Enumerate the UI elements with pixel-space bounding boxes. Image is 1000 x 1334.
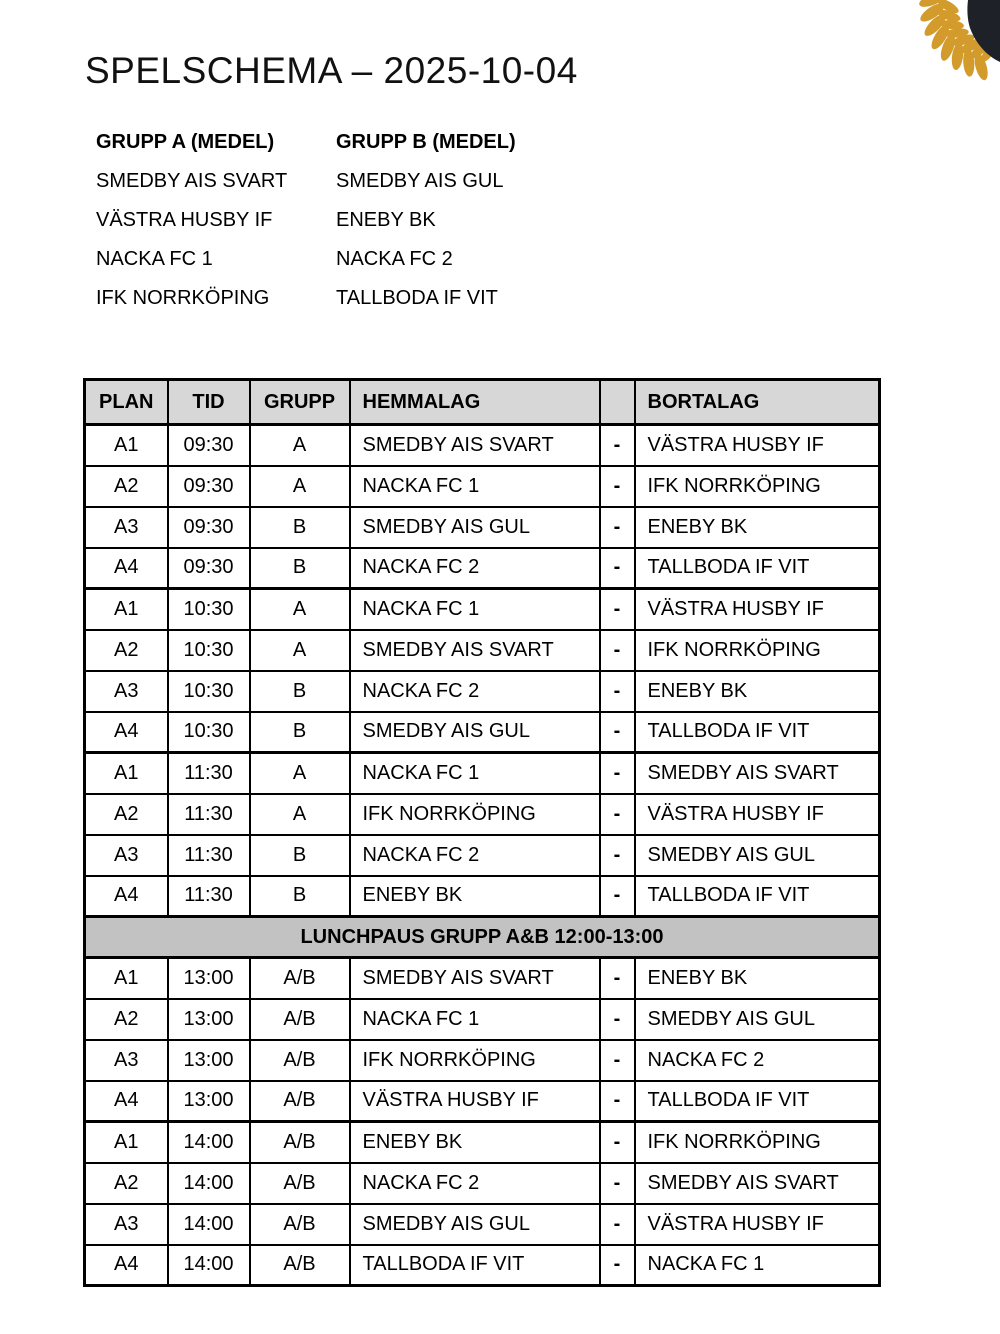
plan-cell: A4	[85, 712, 168, 753]
group-cell: A/B	[250, 1040, 350, 1081]
separator-cell: -	[600, 712, 635, 753]
time-cell: 09:30	[168, 425, 250, 466]
time-cell: 10:30	[168, 630, 250, 671]
match-row	[85, 958, 880, 999]
home-team-cell: NACKA FC 2	[350, 1163, 600, 1204]
match-row	[85, 1081, 880, 1122]
away-team-cell: IFK NORRKÖPING	[635, 466, 880, 507]
home-team-cell: SMEDBY AIS SVART	[350, 425, 600, 466]
lunch-break-row	[85, 917, 880, 958]
team-name: SMEDBY AIS SVART	[96, 170, 288, 192]
away-team-cell: ENEBY BK	[635, 507, 880, 548]
match-row	[85, 507, 880, 548]
group-cell: A	[250, 425, 350, 466]
home-team-cell: NACKA FC 2	[350, 671, 600, 712]
separator-cell: -	[600, 958, 635, 999]
header-tid: TID	[168, 380, 250, 425]
time-cell: 09:30	[168, 548, 250, 589]
away-team-cell: IFK NORRKÖPING	[635, 1122, 880, 1163]
time-cell: 09:30	[168, 507, 250, 548]
team-name: VÄSTRA HUSBY IF	[96, 209, 273, 231]
team-name: SMEDBY AIS GUL	[336, 170, 504, 192]
plan-cell: A4	[85, 548, 168, 589]
plan-cell: A2	[85, 999, 168, 1040]
team-name: NACKA FC 1	[96, 248, 213, 270]
match-row	[85, 1245, 880, 1286]
match-row	[85, 794, 880, 835]
plan-cell: A4	[85, 1245, 168, 1286]
time-cell: 13:00	[168, 958, 250, 999]
match-row	[85, 466, 880, 507]
time-cell: 10:30	[168, 712, 250, 753]
separator-cell: -	[600, 1204, 635, 1245]
home-team-cell: SMEDBY AIS SVART	[350, 630, 600, 671]
plan-cell: A1	[85, 753, 168, 794]
home-team-cell: NACKA FC 1	[350, 466, 600, 507]
away-team-cell: TALLBODA IF VIT	[635, 548, 880, 589]
separator-cell: -	[600, 425, 635, 466]
time-cell: 10:30	[168, 671, 250, 712]
away-team-cell: VÄSTRA HUSBY IF	[635, 1204, 880, 1245]
group-cell: A	[250, 794, 350, 835]
group-cell: A	[250, 466, 350, 507]
plan-cell: A2	[85, 1163, 168, 1204]
header-home: HEMMALAG	[350, 380, 600, 425]
group-cell: B	[250, 671, 350, 712]
group-cell: A/B	[250, 1245, 350, 1286]
lunch-break-label: LUNCHPAUS GRUPP A&B 12:00-13:00	[85, 917, 880, 958]
separator-cell: -	[600, 794, 635, 835]
group-cell: A	[250, 589, 350, 630]
plan-cell: A1	[85, 958, 168, 999]
plan-cell: A4	[85, 1081, 168, 1122]
match-row	[85, 712, 880, 753]
home-team-cell: IFK NORRKÖPING	[350, 1040, 600, 1081]
separator-cell: -	[600, 548, 635, 589]
time-cell: 11:30	[168, 876, 250, 917]
separator-cell: -	[600, 466, 635, 507]
header-dash	[600, 380, 635, 425]
match-row	[85, 630, 880, 671]
time-cell: 14:00	[168, 1245, 250, 1286]
time-cell: 14:00	[168, 1122, 250, 1163]
away-team-cell: NACKA FC 1	[635, 1245, 880, 1286]
time-cell: 11:30	[168, 753, 250, 794]
group-cell: B	[250, 876, 350, 917]
away-team-cell: SMEDBY AIS SVART	[635, 1163, 880, 1204]
team-name: NACKA FC 2	[336, 248, 453, 270]
away-team-cell: TALLBODA IF VIT	[635, 876, 880, 917]
group-name: GRUPP A (MEDEL)	[96, 131, 275, 153]
match-row	[85, 1163, 880, 1204]
away-team-cell: SMEDBY AIS GUL	[635, 835, 880, 876]
match-row	[85, 671, 880, 712]
match-row	[85, 835, 880, 876]
team-name: IFK NORRKÖPING	[96, 287, 270, 309]
separator-cell: -	[600, 671, 635, 712]
away-team-cell: ENEBY BK	[635, 671, 880, 712]
separator-cell: -	[600, 1245, 635, 1286]
plan-cell: A2	[85, 794, 168, 835]
away-team-cell: ENEBY BK	[635, 958, 880, 999]
home-team-cell: IFK NORRKÖPING	[350, 794, 600, 835]
plan-cell: A2	[85, 466, 168, 507]
home-team-cell: NACKA FC 2	[350, 548, 600, 589]
plan-cell: A2	[85, 630, 168, 671]
group-cell: A/B	[250, 1081, 350, 1122]
home-team-cell: NACKA FC 1	[350, 589, 600, 630]
gold-laurel-wreath-icon	[890, 0, 1000, 125]
time-cell: 14:00	[168, 1204, 250, 1245]
plan-cell: A1	[85, 425, 168, 466]
match-row	[85, 753, 880, 794]
header-grupp: GRUPP	[250, 380, 350, 425]
table-header-row	[85, 380, 880, 425]
plan-cell: A3	[85, 835, 168, 876]
group-cell: A	[250, 753, 350, 794]
separator-cell: -	[600, 630, 635, 671]
group-cell: B	[250, 835, 350, 876]
match-row	[85, 876, 880, 917]
plan-cell: A1	[85, 1122, 168, 1163]
header-away: BORTALAG	[635, 380, 880, 425]
home-team-cell: NACKA FC 2	[350, 835, 600, 876]
separator-cell: -	[600, 753, 635, 794]
schedule-table	[83, 378, 881, 1287]
away-team-cell: VÄSTRA HUSBY IF	[635, 589, 880, 630]
plan-cell: A1	[85, 589, 168, 630]
separator-cell: -	[600, 1040, 635, 1081]
home-team-cell: VÄSTRA HUSBY IF	[350, 1081, 600, 1122]
separator-cell: -	[600, 507, 635, 548]
group-cell: A/B	[250, 999, 350, 1040]
time-cell: 09:30	[168, 466, 250, 507]
group-cell: A/B	[250, 1163, 350, 1204]
group-cell: A/B	[250, 1122, 350, 1163]
match-row	[85, 999, 880, 1040]
home-team-cell: SMEDBY AIS GUL	[350, 712, 600, 753]
home-team-cell: TALLBODA IF VIT	[350, 1245, 600, 1286]
away-team-cell: TALLBODA IF VIT	[635, 712, 880, 753]
group-column-a	[96, 123, 336, 318]
away-team-cell: TALLBODA IF VIT	[635, 1081, 880, 1122]
group-cell: B	[250, 507, 350, 548]
away-team-cell: SMEDBY AIS SVART	[635, 753, 880, 794]
group-cell: A/B	[250, 1204, 350, 1245]
separator-cell: -	[600, 876, 635, 917]
separator-cell: -	[600, 999, 635, 1040]
home-team-cell: NACKA FC 1	[350, 753, 600, 794]
match-row	[85, 425, 880, 466]
group-lists	[96, 123, 576, 318]
time-cell: 10:30	[168, 589, 250, 630]
plan-cell: A3	[85, 1040, 168, 1081]
header-plan: PLAN	[85, 380, 168, 425]
match-row	[85, 589, 880, 630]
team-name: TALLBODA IF VIT	[336, 287, 498, 309]
match-row	[85, 1204, 880, 1245]
group-cell: B	[250, 548, 350, 589]
time-cell: 11:30	[168, 794, 250, 835]
away-team-cell: VÄSTRA HUSBY IF	[635, 425, 880, 466]
plan-cell: A3	[85, 671, 168, 712]
group-cell: A/B	[250, 958, 350, 999]
home-team-cell: NACKA FC 1	[350, 999, 600, 1040]
group-name: GRUPP B (MEDEL)	[336, 131, 516, 153]
separator-cell: -	[600, 1122, 635, 1163]
team-name: ENEBY BK	[336, 209, 436, 231]
page-title: SPELSCHEMA – 2025-10-04	[85, 50, 578, 91]
group-cell: A	[250, 630, 350, 671]
home-team-cell: ENEBY BK	[350, 876, 600, 917]
away-team-cell: VÄSTRA HUSBY IF	[635, 794, 880, 835]
home-team-cell: SMEDBY AIS GUL	[350, 1204, 600, 1245]
home-team-cell: SMEDBY AIS SVART	[350, 958, 600, 999]
separator-cell: -	[600, 589, 635, 630]
home-team-cell: ENEBY BK	[350, 1122, 600, 1163]
plan-cell: A4	[85, 876, 168, 917]
time-cell: 14:00	[168, 1163, 250, 1204]
time-cell: 13:00	[168, 999, 250, 1040]
group-column-b	[336, 123, 576, 318]
match-row	[85, 1122, 880, 1163]
match-row	[85, 1040, 880, 1081]
away-team-cell: NACKA FC 2	[635, 1040, 880, 1081]
separator-cell: -	[600, 1163, 635, 1204]
plan-cell: A3	[85, 507, 168, 548]
time-cell: 13:00	[168, 1081, 250, 1122]
separator-cell: -	[600, 1081, 635, 1122]
away-team-cell: IFK NORRKÖPING	[635, 630, 880, 671]
home-team-cell: SMEDBY AIS GUL	[350, 507, 600, 548]
away-team-cell: SMEDBY AIS GUL	[635, 999, 880, 1040]
time-cell: 13:00	[168, 1040, 250, 1081]
time-cell: 11:30	[168, 835, 250, 876]
separator-cell: -	[600, 835, 635, 876]
match-row	[85, 548, 880, 589]
group-cell: B	[250, 712, 350, 753]
plan-cell: A3	[85, 1204, 168, 1245]
